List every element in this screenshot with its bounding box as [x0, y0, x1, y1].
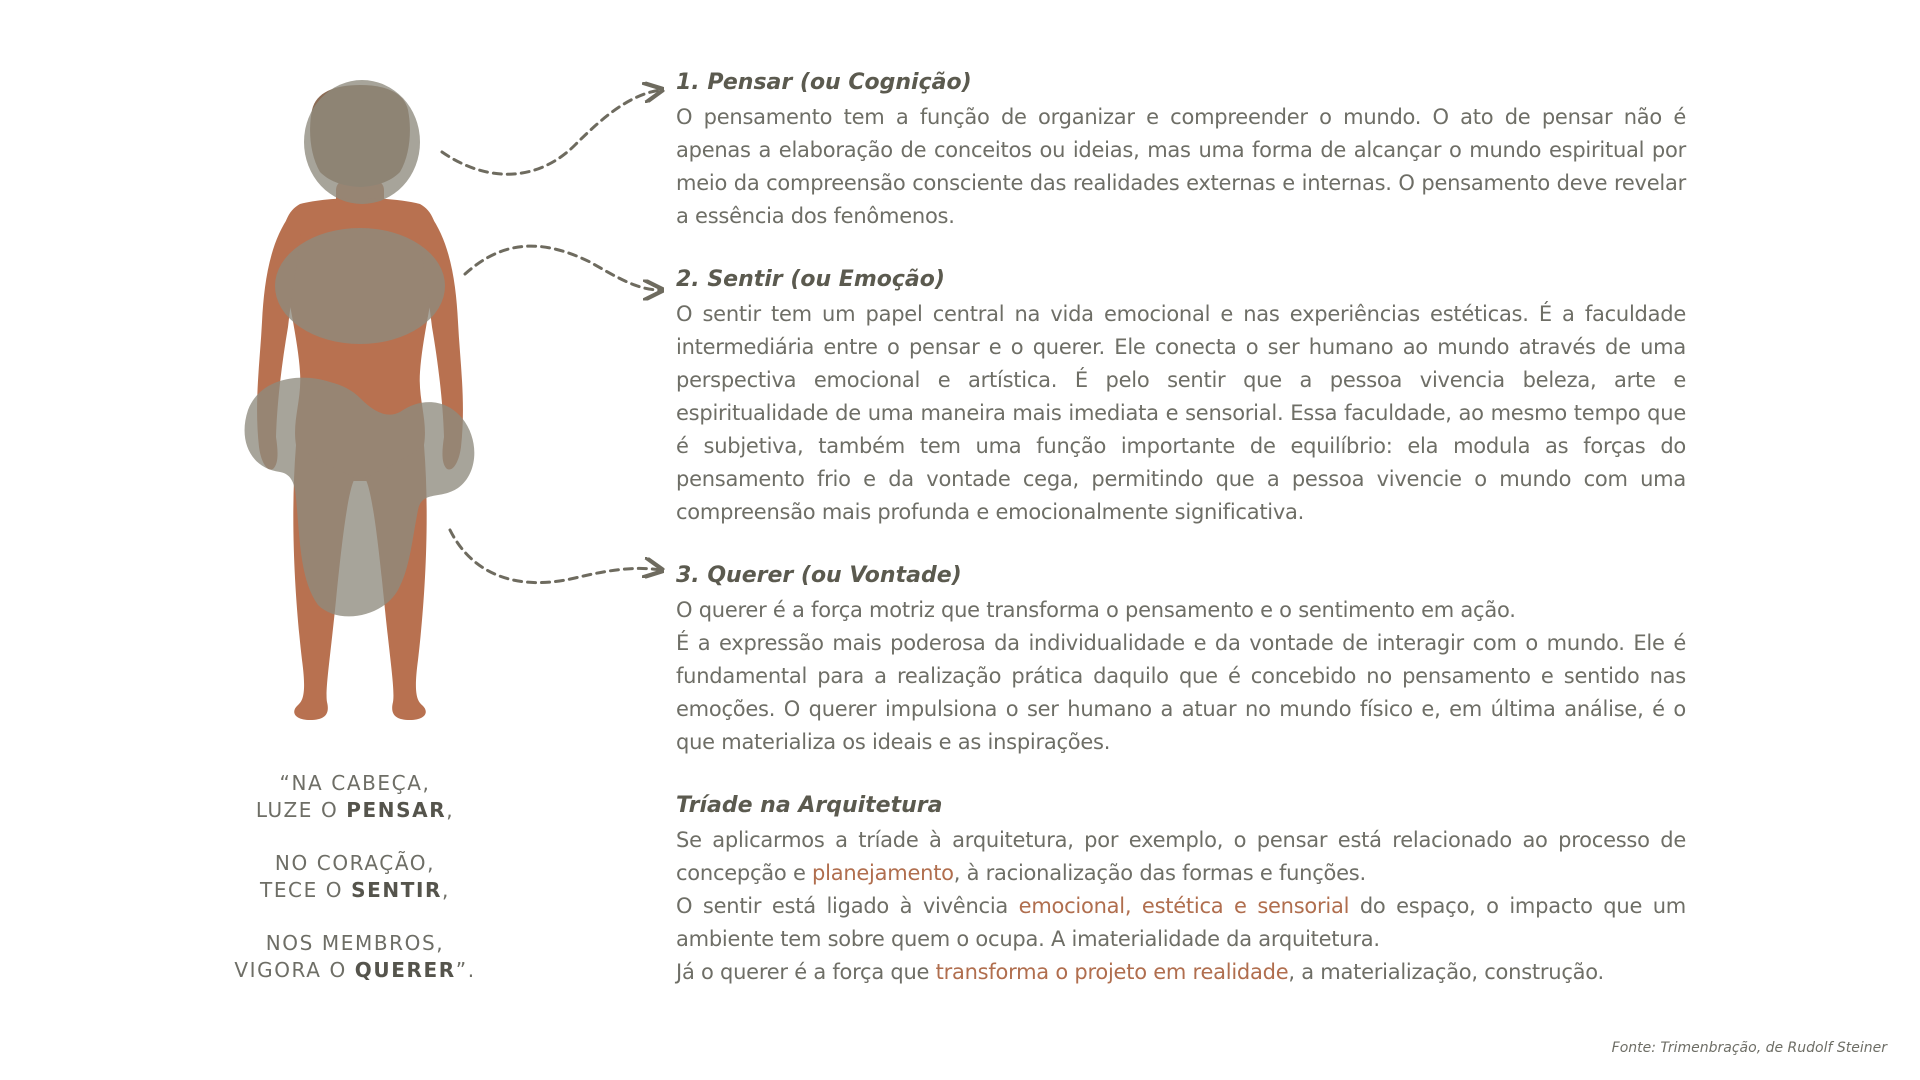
quote-line: NO CORAÇÃO, — [274, 851, 436, 875]
dashed-arrows — [442, 90, 660, 583]
triad-text: , a materialização, construção. — [1288, 960, 1604, 984]
arrow-to-sentir — [465, 246, 660, 290]
triad-text: , à racionalização das formas e funções. — [953, 861, 1366, 885]
section-paragraph: É a expressão mais poderosa da individualidade e da vontade de interagir com o mundo. Ele é fundamental para a realização prática daquilo que é concebido no pensamento e sentido nas emoções. O querer impulsiona o ser humano a atuar no mundo físico e, em última análise, é o que materializa os ideais e as inspirações. — [676, 631, 1686, 754]
quote-line — [230, 957, 480, 984]
section-pensar — [676, 68, 1686, 233]
section-paragraph: O pensamento tem a função de organizar e compreender o mundo. O ato de pensar não é apenas a elaboração de conceitos ou ideias, mas uma forma de alcançar o mundo espiritual por meio da compreensão consciente das realidades externas e internas. O pensamento deve revelar a essência dos fenômenos. — [676, 105, 1686, 228]
quote-text: , — [442, 878, 450, 902]
arrow-to-querer — [450, 530, 660, 583]
quote-verb-pensar: PENSAR — [346, 798, 447, 822]
triad-text: O sentir está ligado à vivência — [676, 894, 1019, 918]
section-title: Tríade na Arquitetura — [676, 793, 943, 818]
quote-text: , — [446, 798, 455, 822]
section-triade-arquitetura — [676, 791, 1686, 989]
quote-text: TECE O — [260, 878, 352, 902]
highlight-emocional: emocional, estética e sensorial — [1018, 894, 1350, 918]
source-caption: Fonte: Trimenbração, de Rudolf Steiner — [1611, 1040, 1887, 1056]
quote-line — [230, 797, 480, 824]
section-title: 2. Sentir (ou Emoção) — [676, 267, 945, 292]
section-title: 3. Querer (ou Vontade) — [676, 563, 962, 588]
highlight-planejamento: planejamento — [812, 861, 954, 885]
quote-line: NOS MEMBROS, — [265, 931, 445, 955]
quote-text: LUZE O — [255, 798, 347, 822]
quote-stanza-heart — [230, 850, 480, 904]
quote-verb-querer: QUERER — [354, 958, 456, 982]
triad-paragraph-sentir — [676, 890, 1686, 956]
text-content — [676, 68, 1686, 1021]
triad-paragraph-pensar — [676, 824, 1686, 890]
section-sentir — [676, 265, 1686, 529]
section-paragraph: O sentir tem um papel central na vida emocional e nas experiências estéticas. É a faculdade intermediária entre o pensar e o querer. Ele conecta o ser humano ao mundo através de uma perspectiva emocional e artística. É pelo sentir que a pessoa vivencia beleza, arte e espiritualidade de uma maneira mais imediata e sensorial. Essa faculdade, ao mesmo tempo que é subjetiva, também tem uma função importante de equilíbrio: ela modula as forças do pensamento frio e da vontade cega, permitindo que a pessoa vivencie o mundo com uma compreensão mais profunda e emocionalmente significativa. — [676, 302, 1686, 524]
triad-text: Se aplicarmos a tríade à arquitetura, por exemplo, o pensar está relacionado ao processo de concepção e — [676, 828, 1686, 885]
highlight-realidade: transforma o projeto em realidade — [935, 960, 1289, 984]
triad-paragraph-querer — [676, 956, 1686, 989]
quote-line — [230, 877, 480, 904]
quote-text: VIGORA O — [234, 958, 355, 982]
quote-verb-sentir: SENTIR — [351, 878, 443, 902]
quote-line: “NA CABEÇA, — [279, 771, 431, 795]
quote-stanza-head — [230, 770, 480, 824]
section-paragraph: O querer é a força motriz que transforma o pensamento e o sentimento em ação. — [676, 598, 1516, 622]
steiner-quote — [230, 770, 480, 1010]
section-querer — [676, 561, 1686, 759]
quote-text: ”. — [455, 958, 476, 982]
quote-stanza-limbs — [230, 930, 480, 984]
triad-text: Já o querer é a força que — [676, 960, 936, 984]
triad-text: do espaço, o impacto que um ambiente tem sobre quem o ocupa. A imaterialidade da arquitetura. — [676, 894, 1687, 951]
section-title: 1. Pensar (ou Cognição) — [676, 70, 972, 95]
arrow-to-pensar — [442, 90, 660, 174]
